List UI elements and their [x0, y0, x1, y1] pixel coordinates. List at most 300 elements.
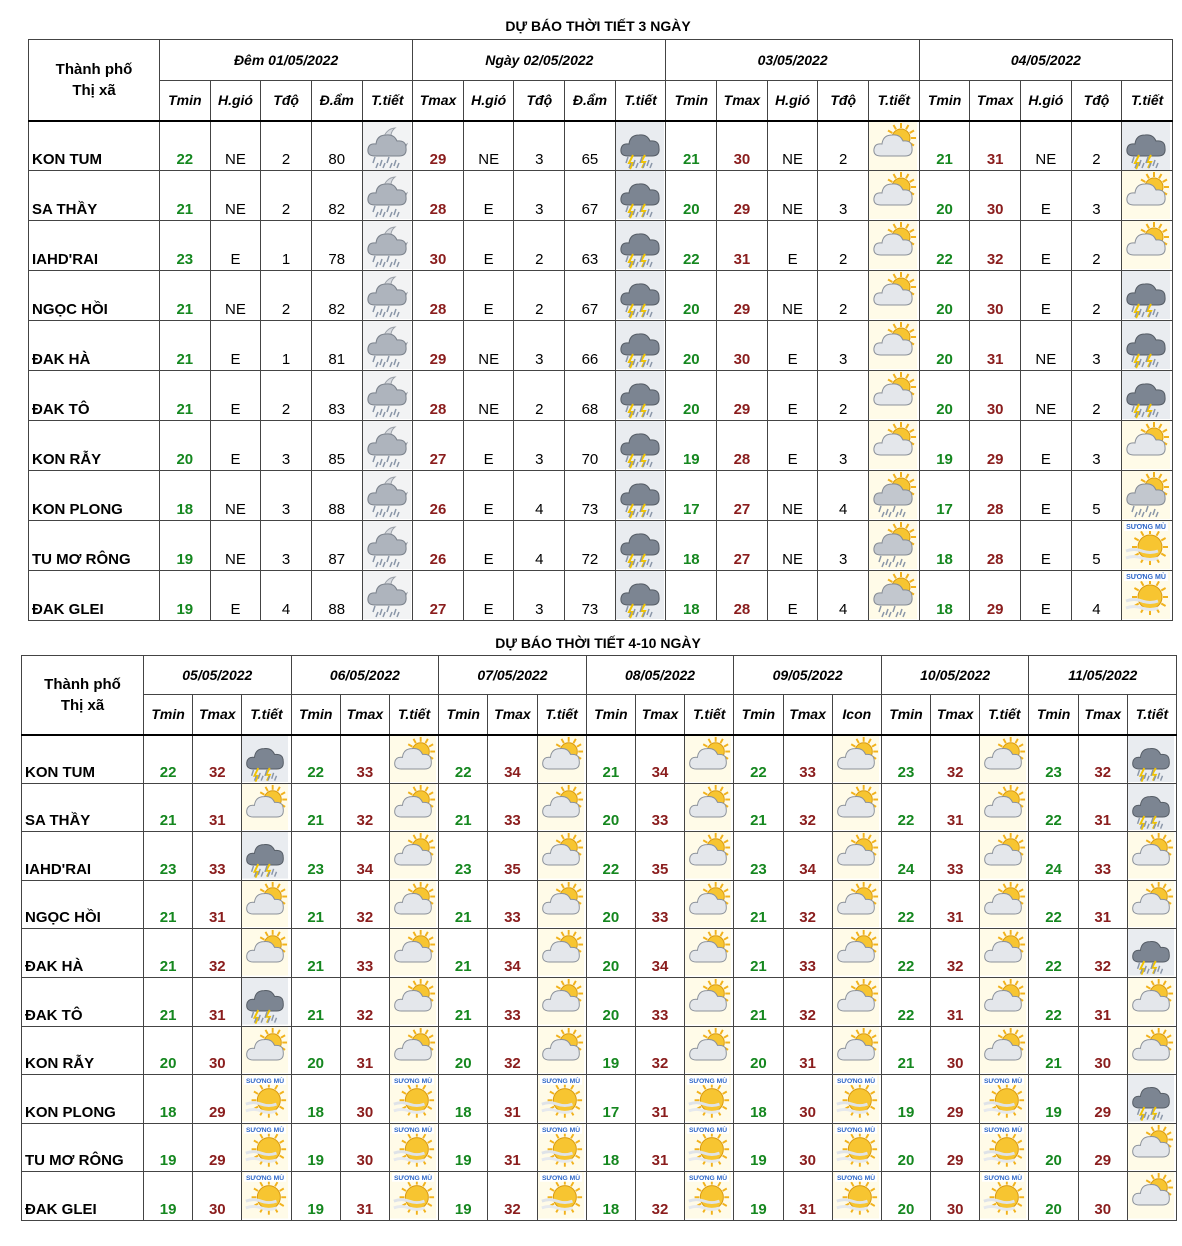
sun-shower-icon [869, 521, 917, 569]
weather-icon-cell [869, 321, 920, 371]
value-cell: 21 [734, 783, 783, 832]
weather-icon-cell [685, 735, 734, 784]
column-header: Đ.ẩm [311, 81, 362, 121]
weather-icon-cell [362, 321, 413, 371]
value-cell: 88 [311, 471, 362, 521]
value-cell: 20 [881, 1172, 930, 1221]
fog-icon [538, 1124, 584, 1171]
value-cell: 33 [931, 832, 980, 881]
partly-sunny-icon [1122, 421, 1170, 469]
partly-sunny-icon [1128, 978, 1174, 1025]
value-cell: 27 [413, 421, 464, 471]
value-cell: 22 [439, 735, 488, 784]
value-cell: 87 [311, 521, 362, 571]
value-cell: 32 [193, 929, 242, 978]
table-row [22, 1172, 1177, 1221]
value-cell: E [1021, 521, 1072, 571]
value-cell: 33 [488, 783, 537, 832]
thunderstorm-icon [242, 978, 288, 1025]
thunderstorm-icon [616, 321, 664, 369]
weather-icon-cell [980, 880, 1029, 929]
value-cell: 31 [488, 1123, 537, 1172]
value-cell: 21 [160, 271, 211, 321]
column-header: Tđộ [1071, 81, 1122, 121]
table-row [29, 221, 1173, 271]
value-cell: 66 [565, 321, 616, 371]
value-cell: 21 [144, 929, 193, 978]
weather-icon-cell [242, 1123, 291, 1172]
weather-icon-cell [1122, 421, 1173, 471]
value-cell: 17 [586, 1075, 635, 1124]
value-cell: 29 [413, 321, 464, 371]
value-cell: 3 [261, 471, 312, 521]
rain-night-icon [363, 471, 411, 519]
date-header: 05/05/2022 [144, 656, 292, 695]
weather-icon-cell [1122, 521, 1173, 571]
city-name: SA THẦY [22, 783, 144, 832]
value-cell: 21 [291, 783, 340, 832]
partly-sunny-icon [1128, 1172, 1174, 1219]
value-cell: 19 [919, 421, 970, 471]
rain-night-icon [363, 221, 411, 269]
value-cell: 85 [311, 421, 362, 471]
value-cell: 21 [160, 321, 211, 371]
value-cell: 4 [261, 571, 312, 621]
value-cell: 83 [311, 371, 362, 421]
city-header [22, 656, 144, 735]
date-header: 11/05/2022 [1029, 656, 1177, 695]
value-cell: 22 [666, 221, 717, 271]
weather-icon-cell [1127, 783, 1176, 832]
weather-icon-cell [615, 321, 666, 371]
column-header: Tmax [635, 695, 684, 735]
partly-sunny-icon [685, 832, 731, 879]
value-cell: 34 [783, 832, 832, 881]
city-name: KON RẪY [29, 421, 160, 471]
value-cell: 21 [439, 880, 488, 929]
value-cell: 20 [586, 880, 635, 929]
svg-text:SƯƠNG MÙ: SƯƠNG MÙ [836, 1175, 875, 1183]
weather-icon-cell [615, 521, 666, 571]
thunderstorm-icon [1122, 122, 1170, 170]
value-cell: 20 [1029, 1123, 1078, 1172]
fog-icon [980, 1124, 1026, 1171]
value-cell: 19 [586, 1026, 635, 1075]
table-row [22, 1075, 1177, 1124]
value-cell: 32 [1078, 929, 1127, 978]
weather-icon-cell [980, 1123, 1029, 1172]
value-cell: 31 [1078, 977, 1127, 1026]
value-cell: 22 [586, 832, 635, 881]
value-cell: 24 [881, 832, 930, 881]
thunderstorm-icon [616, 221, 664, 269]
weather-icon-cell [1127, 977, 1176, 1026]
partly-sunny-icon [538, 1027, 584, 1074]
column-header: Tmin [586, 695, 635, 735]
value-cell: 20 [919, 371, 970, 421]
partly-sunny-icon [869, 171, 917, 219]
partly-sunny-icon [980, 832, 1026, 879]
value-cell: 88 [311, 571, 362, 621]
value-cell: 72 [565, 521, 616, 571]
column-header: H.gió [210, 81, 261, 121]
value-cell: 34 [340, 832, 389, 881]
partly-sunny-icon [538, 978, 584, 1025]
rain-night-icon [363, 271, 411, 319]
value-cell: 31 [488, 1075, 537, 1124]
column-header: Icon [832, 695, 881, 735]
value-cell: NE [463, 371, 514, 421]
svg-text:SƯƠNG MÙ: SƯƠNG MÙ [689, 1175, 728, 1183]
ten-day-forecast-table [21, 655, 1177, 1221]
partly-sunny-icon [833, 784, 879, 831]
value-cell: 32 [783, 880, 832, 929]
weather-icon-cell [980, 783, 1029, 832]
value-cell: 18 [666, 521, 717, 571]
value-cell: 23 [144, 832, 193, 881]
value-cell: 3 [1071, 171, 1122, 221]
value-cell: 70 [565, 421, 616, 471]
partly-sunny-icon [1128, 1124, 1174, 1171]
value-cell: 81 [311, 321, 362, 371]
thunderstorm-icon [242, 736, 288, 783]
fog-icon [538, 1172, 584, 1219]
value-cell: 21 [439, 929, 488, 978]
city-name: NGỌC HỒI [29, 271, 160, 321]
value-cell: 3 [514, 121, 565, 171]
fog-icon [685, 1124, 731, 1171]
table-row [22, 880, 1177, 929]
rain-night-icon [363, 371, 411, 419]
thunderstorm-icon [1128, 929, 1174, 976]
weather-icon-cell [1122, 171, 1173, 221]
value-cell: 30 [717, 321, 768, 371]
value-cell: 30 [931, 1172, 980, 1221]
weather-icon-cell [362, 471, 413, 521]
column-header: Tmin [160, 81, 211, 121]
weather-icon-cell [389, 1123, 438, 1172]
value-cell: 23 [734, 832, 783, 881]
weather-icon-cell [242, 735, 291, 784]
city-header-line2: Thị xã [60, 696, 105, 714]
value-cell: 28 [970, 471, 1021, 521]
column-header: Tmin [734, 695, 783, 735]
value-cell: 19 [160, 571, 211, 621]
value-cell: 28 [717, 421, 768, 471]
fog-icon [685, 1075, 731, 1122]
value-cell: E [463, 271, 514, 321]
value-cell: 31 [783, 1026, 832, 1075]
thunderstorm-icon [1122, 271, 1170, 319]
svg-text:SƯƠNG MÙ: SƯƠNG MÙ [836, 1126, 875, 1134]
value-cell: 3 [514, 171, 565, 221]
partly-sunny-icon [833, 881, 879, 928]
value-cell: 20 [734, 1026, 783, 1075]
value-cell: 2 [514, 271, 565, 321]
value-cell: E [210, 421, 261, 471]
weather-icon-cell [537, 1075, 586, 1124]
value-cell: NE [1021, 321, 1072, 371]
value-cell: 23 [881, 735, 930, 784]
value-cell: 29 [717, 171, 768, 221]
partly-sunny-icon [1128, 832, 1174, 879]
weather-icon-cell [362, 121, 413, 171]
svg-text:SƯƠNG MÙ: SƯƠNG MÙ [393, 1077, 433, 1085]
value-cell: 21 [734, 977, 783, 1026]
value-cell: 30 [783, 1075, 832, 1124]
weather-icon-cell [1122, 221, 1173, 271]
value-cell: E [1021, 471, 1072, 521]
value-cell: NE [210, 121, 261, 171]
value-cell: 18 [734, 1075, 783, 1124]
weather-icon-cell [242, 1075, 291, 1124]
value-cell: 3 [1071, 321, 1122, 371]
svg-text:SƯƠNG MÙ: SƯƠNG MÙ [689, 1126, 728, 1134]
value-cell: 31 [340, 1026, 389, 1075]
thunderstorm-icon [616, 521, 664, 569]
value-cell: 29 [413, 121, 464, 171]
value-cell: 18 [919, 571, 970, 621]
city-name: IAHD'RAI [29, 221, 160, 271]
weather-icon-cell [832, 929, 881, 978]
fog-icon [390, 1075, 436, 1122]
partly-sunny-icon [538, 736, 584, 783]
value-cell: 63 [565, 221, 616, 271]
city-name: ĐAK GLEI [22, 1172, 144, 1221]
city-name: IAHD'RAI [22, 832, 144, 881]
value-cell: 20 [919, 321, 970, 371]
value-cell: 2 [818, 221, 869, 271]
value-cell: E [463, 421, 514, 471]
value-cell: 23 [439, 832, 488, 881]
weather-icon-cell [1127, 1026, 1176, 1075]
partly-sunny-icon [833, 929, 879, 976]
value-cell: 2 [261, 271, 312, 321]
weather-icon-cell [242, 832, 291, 881]
partly-sunny-icon [869, 421, 917, 469]
value-cell: 67 [565, 171, 616, 221]
value-cell: 30 [717, 121, 768, 171]
value-cell: 33 [635, 977, 684, 1026]
value-cell: 28 [413, 271, 464, 321]
value-cell: E [210, 221, 261, 271]
weather-icon-cell [832, 977, 881, 1026]
value-cell: 34 [635, 735, 684, 784]
svg-text:SƯƠNG MÙ: SƯƠNG MÙ [393, 1126, 433, 1134]
partly-sunny-icon [833, 736, 879, 783]
value-cell: 4 [514, 471, 565, 521]
column-header: T.tiết [537, 695, 586, 735]
column-header: Tđộ [818, 81, 869, 121]
value-cell: E [1021, 221, 1072, 271]
value-cell: 22 [1029, 880, 1078, 929]
value-cell: NE [1021, 371, 1072, 421]
table-row [29, 271, 1173, 321]
value-cell: 19 [881, 1075, 930, 1124]
partly-sunny-icon [1128, 881, 1174, 928]
column-header: Đ.ẩm [565, 81, 616, 121]
value-cell: 3 [818, 321, 869, 371]
column-header: Tđộ [514, 81, 565, 121]
table-row [29, 371, 1173, 421]
value-cell: 35 [635, 832, 684, 881]
value-cell: 27 [717, 471, 768, 521]
value-cell: 17 [666, 471, 717, 521]
weather-icon-cell [537, 735, 586, 784]
value-cell: 5 [1071, 471, 1122, 521]
value-cell: NE [767, 121, 818, 171]
table-row [29, 571, 1173, 621]
partly-sunny-icon [685, 881, 731, 928]
value-cell: 31 [1078, 880, 1127, 929]
column-header: Tmax [413, 81, 464, 121]
weather-icon-cell [389, 977, 438, 1026]
weather-icon-cell [537, 1026, 586, 1075]
table-row [29, 321, 1173, 371]
value-cell: 29 [1078, 1075, 1127, 1124]
value-cell: 22 [1029, 977, 1078, 1026]
partly-sunny-icon [538, 929, 584, 976]
weather-icon-cell [685, 1075, 734, 1124]
value-cell: 3 [514, 571, 565, 621]
svg-text:SƯƠNG MÙ: SƯƠNG MÙ [984, 1126, 1023, 1134]
value-cell: 33 [1078, 832, 1127, 881]
column-header: Tmax [970, 81, 1021, 121]
partly-sunny-icon [242, 1027, 288, 1074]
weather-icon-cell [1122, 271, 1173, 321]
column-header: T.tiết [242, 695, 291, 735]
value-cell: 19 [144, 1172, 193, 1221]
column-header: Tđộ [261, 81, 312, 121]
column-header: T.tiết [1127, 695, 1176, 735]
value-cell: 21 [144, 977, 193, 1026]
column-header: T.tiết [615, 81, 666, 121]
value-cell: 21 [881, 1026, 930, 1075]
weather-icon-cell [362, 171, 413, 221]
city-header [29, 40, 160, 121]
weather-icon-cell [869, 271, 920, 321]
value-cell: NE [767, 521, 818, 571]
weather-icon-cell [685, 1026, 734, 1075]
date-header: 06/05/2022 [291, 656, 439, 695]
value-cell: E [767, 221, 818, 271]
date-header: 10/05/2022 [881, 656, 1029, 695]
value-cell: 28 [413, 171, 464, 221]
value-cell: 27 [717, 521, 768, 571]
value-cell: 28 [970, 521, 1021, 571]
value-cell: 21 [919, 121, 970, 171]
value-cell: 19 [734, 1172, 783, 1221]
value-cell: 21 [734, 880, 783, 929]
weather-icon-cell [615, 571, 666, 621]
city-name: KON PLONG [22, 1075, 144, 1124]
city-header-line1: Thành phố [44, 675, 121, 693]
weather-icon-cell [980, 832, 1029, 881]
value-cell: 20 [666, 321, 717, 371]
date-header: 09/05/2022 [734, 656, 882, 695]
fog-icon [242, 1075, 288, 1122]
city-name: SA THẦY [29, 171, 160, 221]
value-cell: 3 [818, 421, 869, 471]
value-cell: 34 [635, 929, 684, 978]
sun-shower-icon [869, 571, 917, 619]
weather-icon-cell [362, 421, 413, 471]
partly-sunny-icon [833, 1027, 879, 1074]
partly-sunny-icon [980, 1027, 1026, 1074]
partly-sunny-icon [1122, 221, 1170, 269]
value-cell: E [210, 371, 261, 421]
value-cell: 19 [291, 1123, 340, 1172]
value-cell: 30 [970, 271, 1021, 321]
column-header: Tmin [291, 695, 340, 735]
value-cell: 23 [1029, 735, 1078, 784]
weather-icon-cell [1127, 1075, 1176, 1124]
value-cell: 33 [340, 735, 389, 784]
value-cell: 2 [818, 121, 869, 171]
value-cell: 2 [1071, 121, 1122, 171]
value-cell: NE [210, 521, 261, 571]
partly-sunny-icon [1128, 1027, 1174, 1074]
partly-sunny-icon [242, 881, 288, 928]
value-cell: 30 [340, 1075, 389, 1124]
weather-icon-cell [980, 929, 1029, 978]
value-cell: 32 [193, 735, 242, 784]
weather-icon-cell [980, 977, 1029, 1026]
thunderstorm-icon [1128, 1075, 1174, 1122]
value-cell: 21 [160, 371, 211, 421]
value-cell: 32 [970, 221, 1021, 271]
fog-icon [390, 1172, 436, 1219]
weather-icon-cell [869, 221, 920, 271]
weather-icon-cell [832, 832, 881, 881]
value-cell: 29 [970, 571, 1021, 621]
value-cell: 2 [1071, 271, 1122, 321]
value-cell: 29 [717, 271, 768, 321]
table-row [29, 171, 1173, 221]
partly-sunny-icon [390, 832, 436, 879]
value-cell: 30 [193, 1026, 242, 1075]
value-cell: 21 [439, 783, 488, 832]
value-cell: 31 [635, 1123, 684, 1172]
svg-text:SƯƠNG MÙ: SƯƠNG MÙ [541, 1126, 580, 1134]
column-header: H.gió [1021, 81, 1072, 121]
value-cell: 29 [717, 371, 768, 421]
svg-text:SƯƠNG MÙ: SƯƠNG MÙ [689, 1077, 728, 1085]
value-cell: 19 [1029, 1075, 1078, 1124]
value-cell: 31 [970, 121, 1021, 171]
value-cell: 29 [931, 1075, 980, 1124]
fog-icon [538, 1075, 584, 1122]
partly-sunny-icon [390, 1027, 436, 1074]
value-cell: 2 [261, 371, 312, 421]
weather-icon-cell [537, 783, 586, 832]
weather-icon-cell [832, 783, 881, 832]
weather-icon-cell [869, 471, 920, 521]
value-cell: 32 [488, 1026, 537, 1075]
city-name: ĐAK TÔ [22, 977, 144, 1026]
value-cell: 23 [291, 832, 340, 881]
value-cell: 33 [635, 783, 684, 832]
city-name: ĐAK HÀ [29, 321, 160, 371]
city-name: KON RẪY [22, 1026, 144, 1075]
value-cell: 30 [783, 1123, 832, 1172]
svg-text:SƯƠNG MÙ: SƯƠNG MÙ [1126, 524, 1167, 531]
weather-icon-cell [242, 1026, 291, 1075]
column-header: Tmin [919, 81, 970, 121]
value-cell: 22 [734, 735, 783, 784]
value-cell: 20 [586, 977, 635, 1026]
value-cell: 31 [931, 880, 980, 929]
